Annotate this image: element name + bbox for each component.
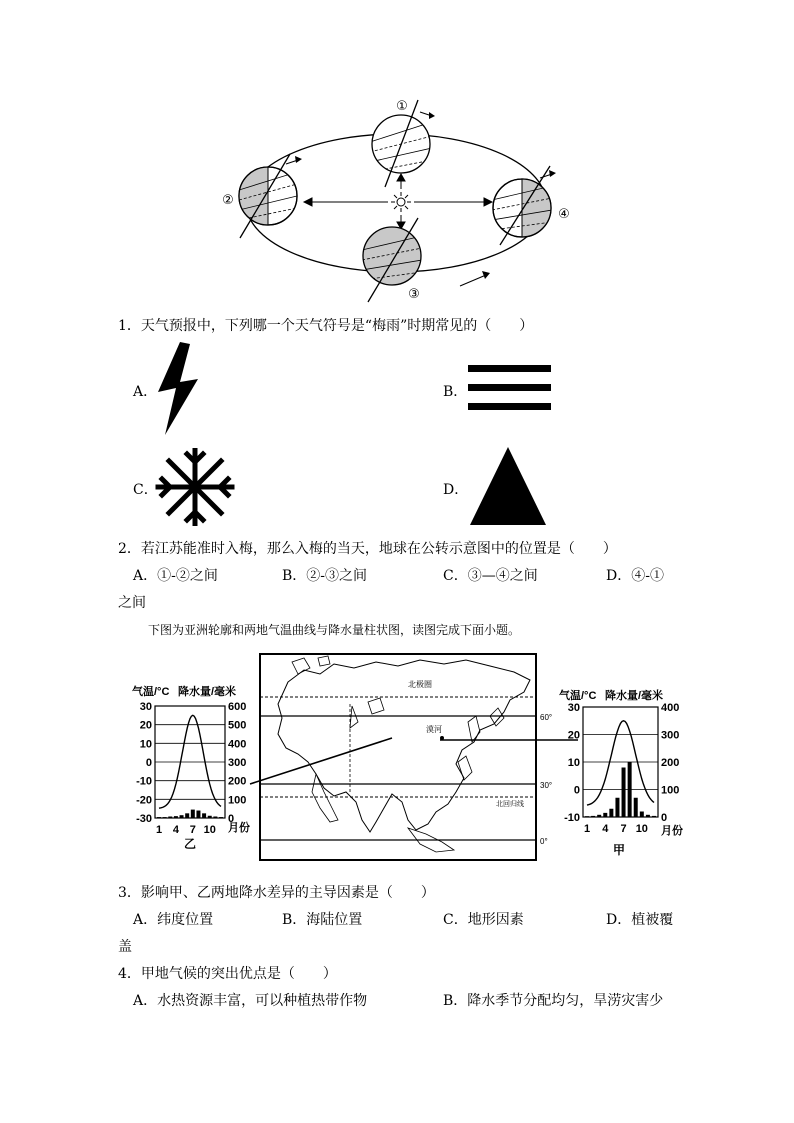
jia-precip-bar bbox=[591, 816, 595, 817]
jia-left-tick: 30 bbox=[567, 702, 580, 714]
jia-x-tick: 7 bbox=[620, 823, 627, 835]
map-label-arctic-circle: 北极圈 bbox=[408, 680, 432, 689]
jia-precip-bar bbox=[634, 798, 638, 817]
q1-option-d-label: D． bbox=[443, 482, 469, 498]
jia-temperature-curve bbox=[587, 721, 654, 805]
jia-ylabel-left: 气温/°C bbox=[559, 690, 597, 702]
sun-ray-arrows bbox=[304, 174, 492, 229]
orbit-label-4: ④ bbox=[558, 206, 570, 221]
question-2-stem: 2．若江苏能准时入梅，那么入梅的当天，地球在公转示意图中的位置是（ ） bbox=[118, 541, 617, 557]
yi-x-tick: 7 bbox=[189, 824, 196, 836]
jia-precip-bar bbox=[628, 762, 632, 817]
revolution-direction-arrow bbox=[460, 271, 490, 286]
yi-precip-bar bbox=[191, 810, 195, 818]
yi-right-tick: 0 bbox=[228, 813, 235, 825]
q3-option-a: A．纬度位置 bbox=[133, 912, 214, 928]
jia-precip-bar bbox=[609, 809, 613, 817]
yi-precip-bar bbox=[213, 817, 217, 818]
jia-left-tick: 20 bbox=[567, 729, 580, 742]
leader-lines bbox=[240, 700, 600, 800]
yi-right-tick: 300 bbox=[228, 757, 247, 769]
jia-left-tick: 10 bbox=[567, 757, 580, 769]
q1-option-a-label: A． bbox=[133, 384, 158, 400]
yi-left-tick: -30 bbox=[136, 813, 152, 825]
map-lat-60: 60° bbox=[540, 713, 553, 722]
jia-x-tick: 4 bbox=[602, 823, 609, 835]
climate-chart-yi bbox=[120, 678, 260, 853]
q2-option-d: D．④-① bbox=[606, 568, 664, 584]
question-4-stem: 4．甲地气候的突出优点是（ ） bbox=[118, 966, 337, 982]
yi-left-tick: 10 bbox=[139, 738, 152, 751]
yi-precip-bar bbox=[163, 817, 167, 818]
jia-precip-bar bbox=[622, 768, 626, 818]
orbit-label-3: ③ bbox=[408, 286, 420, 301]
yi-gridlines bbox=[155, 706, 225, 818]
jia-precip-bar bbox=[597, 815, 601, 817]
map-lat-0: 0° bbox=[540, 837, 548, 846]
jia-right-tick: 100 bbox=[661, 784, 680, 797]
yi-right-tick: 400 bbox=[228, 738, 247, 751]
question-3-stem: 3．影响甲、乙两地降水差异的主导因素是（ ） bbox=[118, 885, 435, 901]
jia-right-tick: 300 bbox=[661, 729, 680, 742]
yi-right-tick: 100 bbox=[228, 794, 247, 807]
q3-option-d-wrap: 盖 bbox=[118, 939, 132, 955]
earth-position-4 bbox=[492, 166, 556, 245]
yi-precip-bar bbox=[174, 816, 178, 818]
q2-option-a: A．①-②之间 bbox=[133, 568, 218, 584]
sun-icon bbox=[391, 192, 411, 212]
q2-option-b: B．②-③之间 bbox=[282, 568, 368, 584]
q3-option-d: D．植被覆 bbox=[606, 912, 674, 928]
yi-precip-bar bbox=[180, 815, 184, 818]
orbit-label-1: ① bbox=[396, 98, 408, 113]
jia-left-tick: -10 bbox=[564, 812, 580, 824]
yi-right-tick: 600 bbox=[228, 701, 247, 713]
jia-right-tick: 400 bbox=[661, 702, 680, 714]
yi-precip-bar bbox=[196, 811, 200, 818]
figure-intro-text: 下图为亚洲轮廓和两地气温曲线与降水量柱状图，读图完成下面小题。 bbox=[148, 623, 521, 637]
yi-right-tick: 500 bbox=[228, 719, 247, 732]
q4-option-b: B．降水季节分配均匀，旱涝灾害少 bbox=[443, 993, 664, 1009]
lightning-bolt-icon bbox=[158, 342, 200, 436]
yi-chart-name: 乙 bbox=[183, 837, 197, 851]
jia-precip-bar bbox=[646, 815, 650, 817]
yi-x-tick: 10 bbox=[203, 824, 216, 836]
jia-precip-bar bbox=[585, 816, 589, 817]
yi-left-tick: -20 bbox=[136, 794, 152, 807]
q3-option-c: C．地形因素 bbox=[443, 912, 524, 928]
jia-ylabel-right: 降水量/毫米 bbox=[605, 690, 664, 702]
q3-option-b: B．海陆位置 bbox=[282, 912, 363, 928]
q2-option-d-wrap: 之间 bbox=[118, 595, 146, 611]
earth-position-1 bbox=[370, 100, 435, 187]
earth-orbit-diagram bbox=[210, 90, 590, 305]
yi-precip-bar bbox=[202, 813, 206, 818]
yi-precip-bar bbox=[185, 813, 189, 818]
yi-precip-bar bbox=[208, 816, 212, 818]
question-1-stem: 1．天气预报中，下列哪一个天气符号是“梅雨”时期常见的（ ） bbox=[118, 318, 534, 334]
earth-position-2 bbox=[235, 154, 302, 238]
triangle-icon bbox=[468, 446, 548, 526]
jia-precip-bar bbox=[603, 813, 607, 817]
snowflake-icon bbox=[155, 448, 235, 526]
q2-option-c: C．③—④之间 bbox=[443, 568, 538, 584]
yi-x-unit: 月份 bbox=[228, 822, 250, 834]
climate-chart-jia bbox=[555, 682, 695, 860]
yi-left-tick: -10 bbox=[136, 775, 152, 788]
yi-right-tick: 200 bbox=[228, 775, 247, 788]
jia-right-tick: 0 bbox=[661, 812, 668, 824]
yi-x-tick: 4 bbox=[172, 824, 179, 836]
jia-x-unit: 月份 bbox=[661, 825, 683, 837]
fog-lines-icon bbox=[468, 365, 552, 413]
map-label-mohe: 漠河 bbox=[426, 725, 442, 734]
yi-precip-bar bbox=[219, 817, 223, 818]
map-label-tropic: 北回归线 bbox=[496, 801, 524, 808]
jia-precip-bar bbox=[615, 798, 619, 817]
yi-left-tick: 0 bbox=[145, 757, 152, 769]
yi-left-tick: 20 bbox=[139, 719, 152, 732]
jia-precip-bar bbox=[640, 812, 644, 818]
jia-x-tick: 1 bbox=[583, 823, 591, 835]
q1-option-b-label: B． bbox=[443, 384, 468, 400]
orbit-label-2: ② bbox=[222, 192, 234, 207]
jia-chart-name: 甲 bbox=[612, 843, 626, 857]
jia-x-tick: 10 bbox=[635, 823, 648, 835]
q4-option-a: A．水热资源丰富，可以种植热带作物 bbox=[133, 993, 368, 1009]
yi-x-tick: 1 bbox=[155, 824, 163, 836]
jia-precip-bar bbox=[652, 816, 656, 817]
yi-ylabel-right: 降水量/毫米 bbox=[178, 686, 237, 698]
q1-option-c-label: C． bbox=[133, 482, 158, 498]
jia-right-tick: 200 bbox=[661, 757, 680, 769]
map-lat-30: 30° bbox=[540, 781, 553, 790]
yi-precip-bar bbox=[157, 817, 161, 818]
yi-left-tick: 30 bbox=[139, 701, 152, 713]
yi-ylabel-left: 气温/°C bbox=[132, 686, 170, 698]
jia-left-tick: 0 bbox=[573, 784, 580, 797]
yi-precip-bar bbox=[168, 817, 172, 818]
